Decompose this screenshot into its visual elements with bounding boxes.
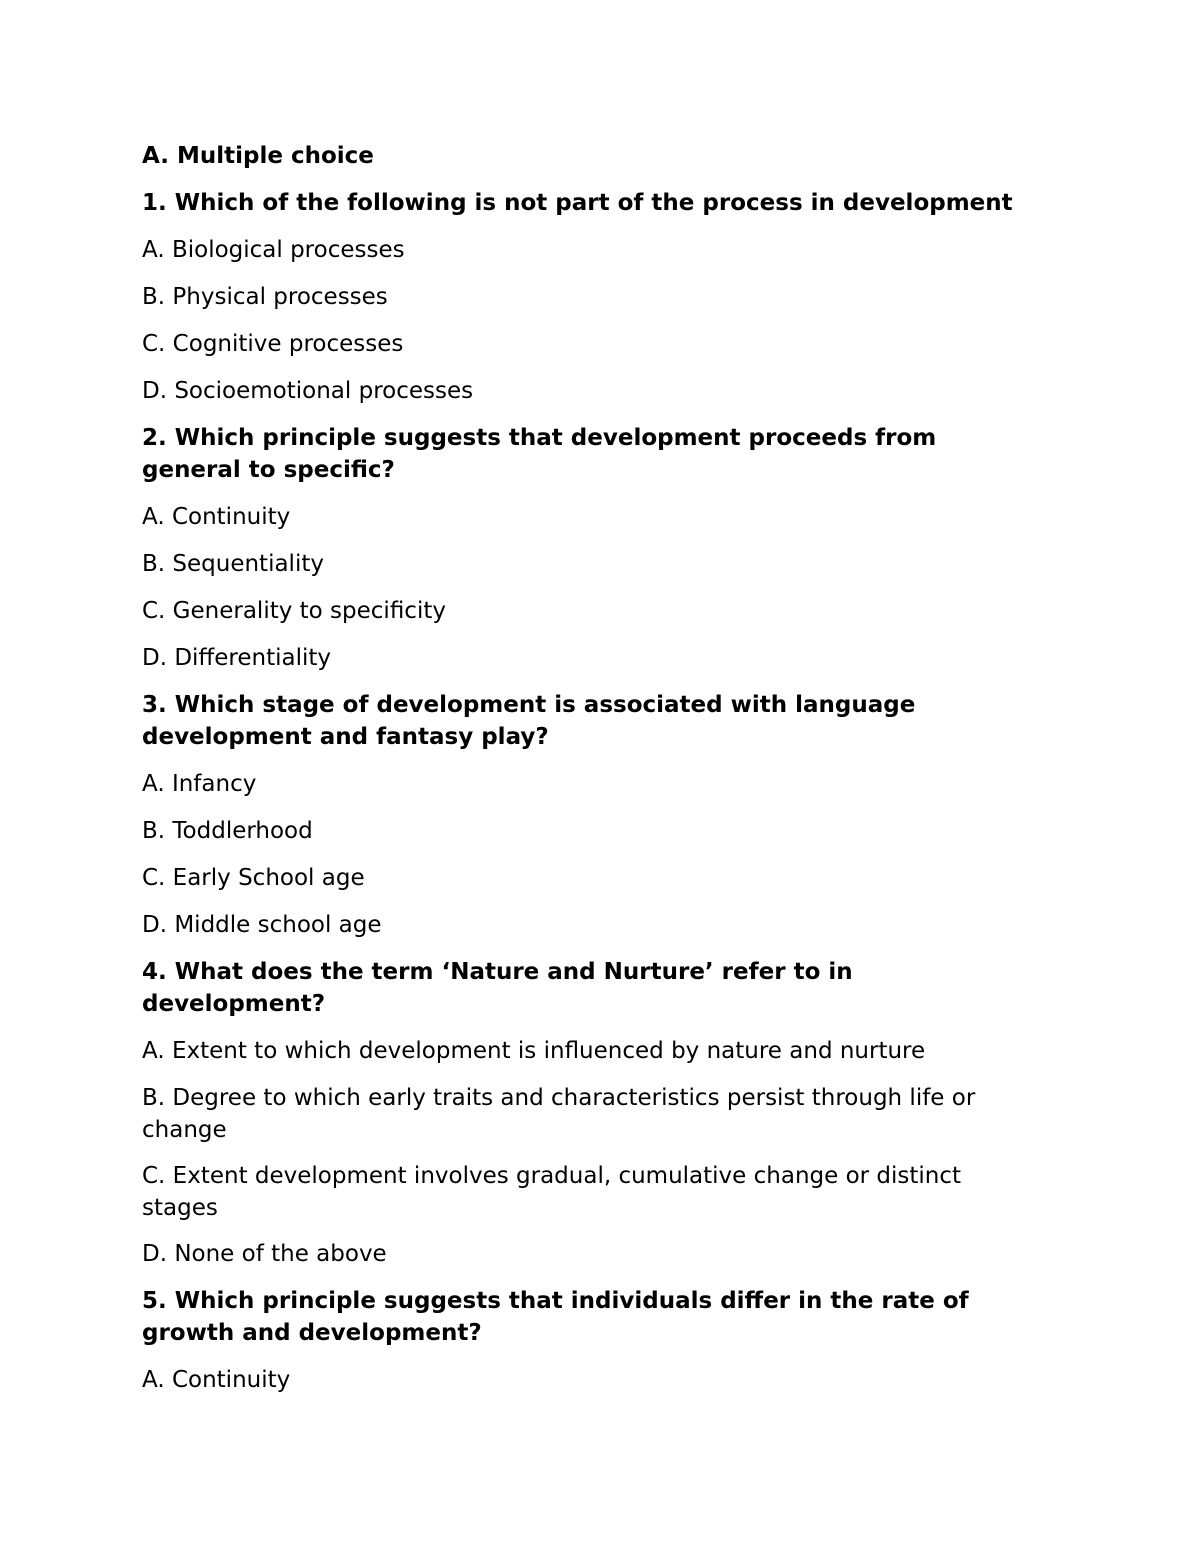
question-4-option-c: C. Extent development involves gradual, cumulative change or distinct stages <box>142 1163 962 1221</box>
question-3-option-d: D. Middle school age <box>142 912 382 938</box>
quiz-content <box>142 140 1022 1411</box>
question-3-option-a: A. Infancy <box>142 771 257 797</box>
question-1-option-b: B. Physical processes <box>142 284 388 310</box>
question-4-option-b: B. Degree to which early traits and characteristics persist through life or change <box>142 1085 976 1143</box>
question-5-option-a: A. Continuity <box>142 1367 291 1393</box>
question-1-option-c: C. Cognitive processes <box>142 331 404 357</box>
question-3-option-b: B. Toddlerhood <box>142 818 313 844</box>
question-1-option-d: D. Socioemotional processes <box>142 378 474 404</box>
question-2-option-b: B. Sequentiality <box>142 551 324 577</box>
question-4-option-d: D. None of the above <box>142 1241 387 1267</box>
question-2: 2. Which principle suggests that development proceeds from general to specific? <box>142 425 937 483</box>
question-2-option-d: D. Differentiality <box>142 645 332 671</box>
question-2-option-c: C. Generality to specificity <box>142 598 446 624</box>
question-3-option-c: C. Early School age <box>142 865 365 891</box>
question-5: 5. Which principle suggests that individuals differ in the rate of growth and development? <box>142 1288 969 1346</box>
question-2-option-a: A. Continuity <box>142 504 291 530</box>
question-3: 3. Which stage of development is associated with language development and fantasy play? <box>142 692 916 750</box>
question-4-option-a: A. Extent to which development is influenced by nature and nurture <box>142 1038 926 1064</box>
section-heading: A. Multiple choice <box>142 143 374 169</box>
question-1-option-a: A. Biological processes <box>142 237 405 263</box>
question-1: 1. Which of the following is not part of the process in development <box>142 190 1013 216</box>
question-4: 4. What does the term ‘Nature and Nurture’ refer to in development? <box>142 959 853 1017</box>
